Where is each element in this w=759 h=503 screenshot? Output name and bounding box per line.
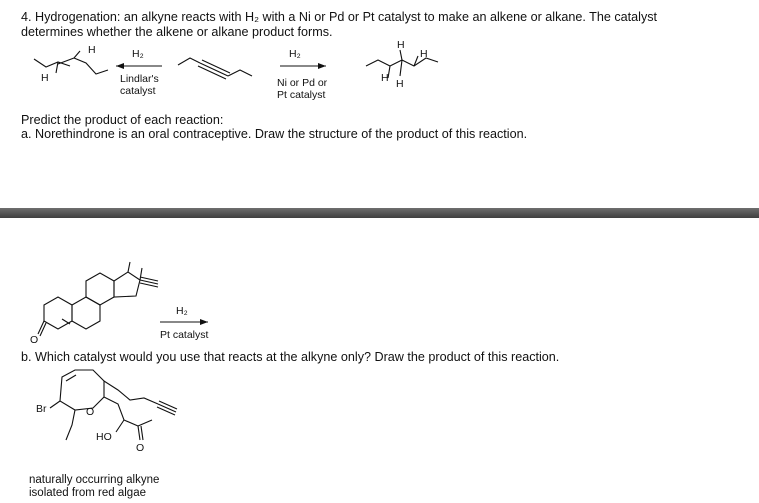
atom-h-label: H	[396, 78, 404, 90]
part-a-catalyst: Pt catalyst	[160, 329, 209, 341]
atom-o-label: O	[86, 406, 95, 418]
left-catalyst-line-2: catalyst	[120, 85, 156, 97]
atom-h-label: H	[88, 44, 96, 56]
part-a-reagent: H₂	[176, 305, 188, 317]
left-catalyst-line-1: Lindlar's	[120, 73, 159, 85]
part-a-intro: Predict the product of each reaction:	[21, 113, 224, 127]
question-line-1: 4. Hydrogenation: an alkyne reacts with H₂ with a Ni or Pd or Pt catalyst to make an alkene or alkane. The catalyst	[21, 10, 658, 24]
atom-ho-label: HO	[96, 431, 112, 443]
atom-h-label: H	[397, 39, 405, 51]
right-catalyst-line-2: Pt catalyst	[277, 89, 326, 101]
part-a-question: a. Norethindrone is an oral contraceptive. Draw the structure of the product of this reaction.	[21, 127, 528, 141]
atom-o-label: O	[136, 442, 145, 454]
atom-h-label: H	[381, 72, 389, 84]
caption-line-1: naturally occurring alkyne	[29, 474, 160, 486]
right-reagent: H₂	[289, 48, 301, 60]
atom-br-label: Br	[36, 403, 47, 415]
part-b-question: b. Which catalyst would you use that reacts at the alkyne only? Draw the product of this reaction.	[21, 350, 560, 364]
atom-h-label: H	[420, 48, 428, 60]
caption-line-2: isolated from red algae	[29, 487, 146, 499]
atom-o-label: O	[30, 334, 39, 346]
red-algae-alkyne-structure	[50, 370, 177, 440]
question-line-2: determines whether the alkene or alkane product forms.	[21, 25, 333, 39]
atom-h-label: H	[41, 72, 49, 84]
left-reagent: H₂	[132, 48, 144, 60]
right-catalyst-line-1: Ni or Pd or	[277, 77, 328, 89]
